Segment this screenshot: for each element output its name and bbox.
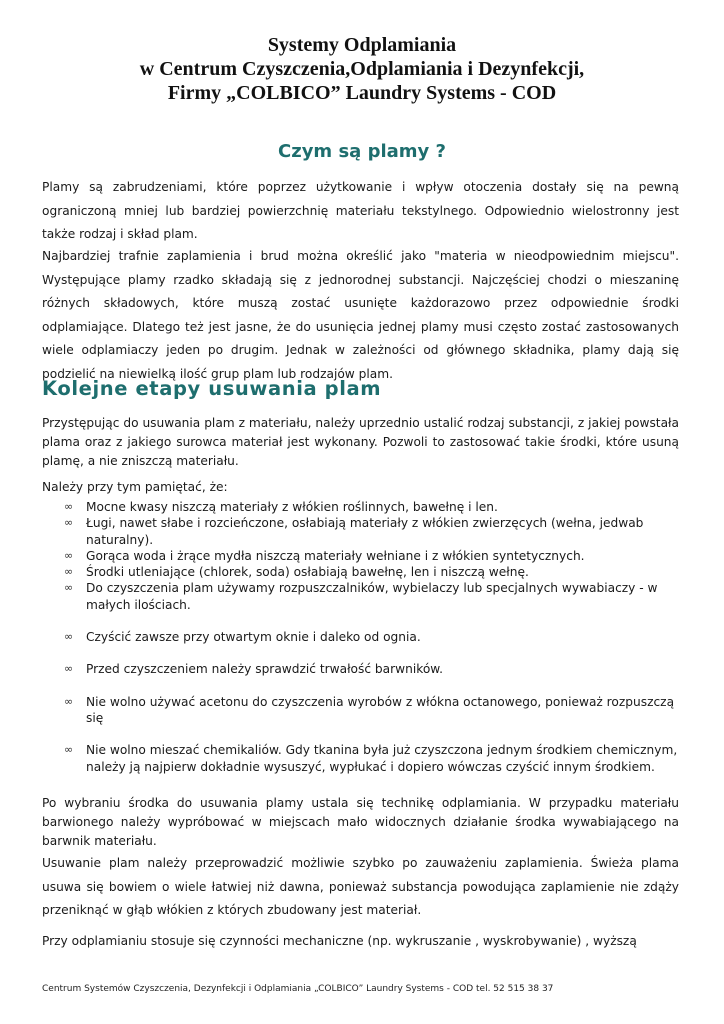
- paragraph-speed: Usuwanie plam należy przeprowadzić możliwie szybko po zauważeniu zaplamienia. Świeża plama usuwa się bowiem o wiele łatwiej niż dawna, ponieważ substancja powodująca zaplamienie nie zdąży przeniknąć w głąb włókien z których zbudowany jest materiał.: [42, 856, 679, 917]
- list-item: ∞ Środki utleniające (chlorek, soda) osłabiają bawełnę, len i niszczą wełnę.: [64, 565, 529, 580]
- list-item: ∞ Ługi, nawet słabe i rozcieńczone, osłabiają materiały z włókien zwierzęcych (wełna, jedwab naturalny).: [64, 516, 644, 547]
- infinity-bullet-icon: ∞: [64, 662, 74, 676]
- paragraph-technique: Po wybraniu środka do usuwania plamy ustala się technikę odplamiania. W przypadku materiału barwionego należy wypróbować w miejscach mało widocznych działanie środka wywabiającego na barwnik materiału.: [42, 796, 679, 848]
- infinity-bullet-icon: ∞: [64, 630, 74, 644]
- paragraph-mechanical: Przy odplamianiu stosuje się czynności mechaniczne (np. wykruszanie , wyskrobywanie) , wyższą: [42, 934, 637, 948]
- infinity-bullet-icon: ∞: [64, 743, 74, 757]
- infinity-bullet-icon: ∞: [64, 500, 74, 513]
- infinity-bullet-icon: ∞: [64, 565, 74, 579]
- rules-list: [64, 499, 682, 775]
- list-item: ∞ Gorąca woda i żrące mydła niszczą materiały wełniane i z włókien syntetycznych.: [64, 548, 585, 563]
- title-line-1: Systemy Odplamiania: [267, 34, 457, 56]
- page-footer: Centrum Systemów Czyszczenia, Dezynfekcji i Odplamiania „COLBICO” Laundry Systems - COD tel. 52 515 38 37: [42, 984, 554, 994]
- paragraph-remember-intro: Należy przy tym pamiętać, że:: [42, 480, 228, 494]
- document-title: [40, 33, 684, 105]
- list-item: ∞ Nie wolno mieszać chemikaliów. Gdy tkanina była już czyszczona jednym środkiem chemicznym, należy ją najpierw dokładnie wysuszyć, wypłukać i dopiero wówczas czyścić innym środkiem.: [64, 743, 678, 774]
- title-line-3: Firmy „COLBICO” Laundry Systems - COD: [167, 82, 557, 104]
- list-item: ∞ Nie wolno używać acetonu do czyszczenia wyrobów z włókna octanowego, ponieważ rozpuszczą się: [64, 694, 675, 725]
- list-item: ∞ Do czyszczenia plam używamy rozpuszczalników, wybielaczy lub specjalnych wywabiaczy - w małych ilościach.: [64, 581, 658, 612]
- paragraph-removal-intro: Przystępując do usuwania plam z materiału, należy uprzednio ustalić rodzaj substancji, z jakiej powstała plama oraz z jakiego surowca materiał jest wykonany. Pozwoli to zastosować takie środki, które usuną plamę, a nie zniszczą materiału.: [42, 416, 679, 468]
- infinity-bullet-icon: ∞: [64, 548, 74, 562]
- section-heading-removal-stages: Kolejne etapy usuwania plam: [42, 377, 382, 400]
- section-heading-what-are-stains: Czym są plamy ?: [278, 141, 446, 162]
- infinity-bullet-icon: ∞: [64, 694, 74, 708]
- title-line-2: w Centrum Czyszczenia,Odplamiania i Dezynfekcji,: [139, 58, 585, 80]
- list-item: ∞ Mocne kwasy niszczą materiały z włókien roślinnych, bawełnę i len.: [64, 500, 498, 514]
- infinity-bullet-icon: ∞: [64, 581, 74, 595]
- list-item: ∞ Czyścić zawsze przy otwartym oknie i daleko od ognia.: [64, 630, 421, 645]
- infinity-bullet-icon: ∞: [64, 516, 74, 530]
- paragraph-stains-composition: Najbardziej trafnie zaplamienia i brud można określić jako "materia w nieodpowiednim miejscu". Występujące plamy rzadko składają się z jednorodnej substancji. Najczęściej chodzi o mieszaninę różnych składowych, które muszą zostać usunięte każdorazowo przez odpowiednie środki odplamiające. Dlatego też jest jasne, że do usunięcia jednej plamy musi często zostać zastosowanych wiele odplamiaczy jeden po drugim. Jednak w zależności od głównego składnika, plamy dają się podzielić na niewielką ilość grup plam lub rodzajów plam.: [42, 249, 679, 381]
- list-item: ∞ Przed czyszczeniem należy sprawdzić trwałość barwników.: [64, 662, 444, 677]
- paragraph-stains-definition: Plamy są zabrudzeniami, które poprzez użytkowanie i wpływ otoczenia dostały się na pewną ograniczoną mniej lub bardziej powierzchnię materiału tekstylnego. Odpowiednio wielostronny jest także rodzaj i skład plam.: [42, 180, 679, 241]
